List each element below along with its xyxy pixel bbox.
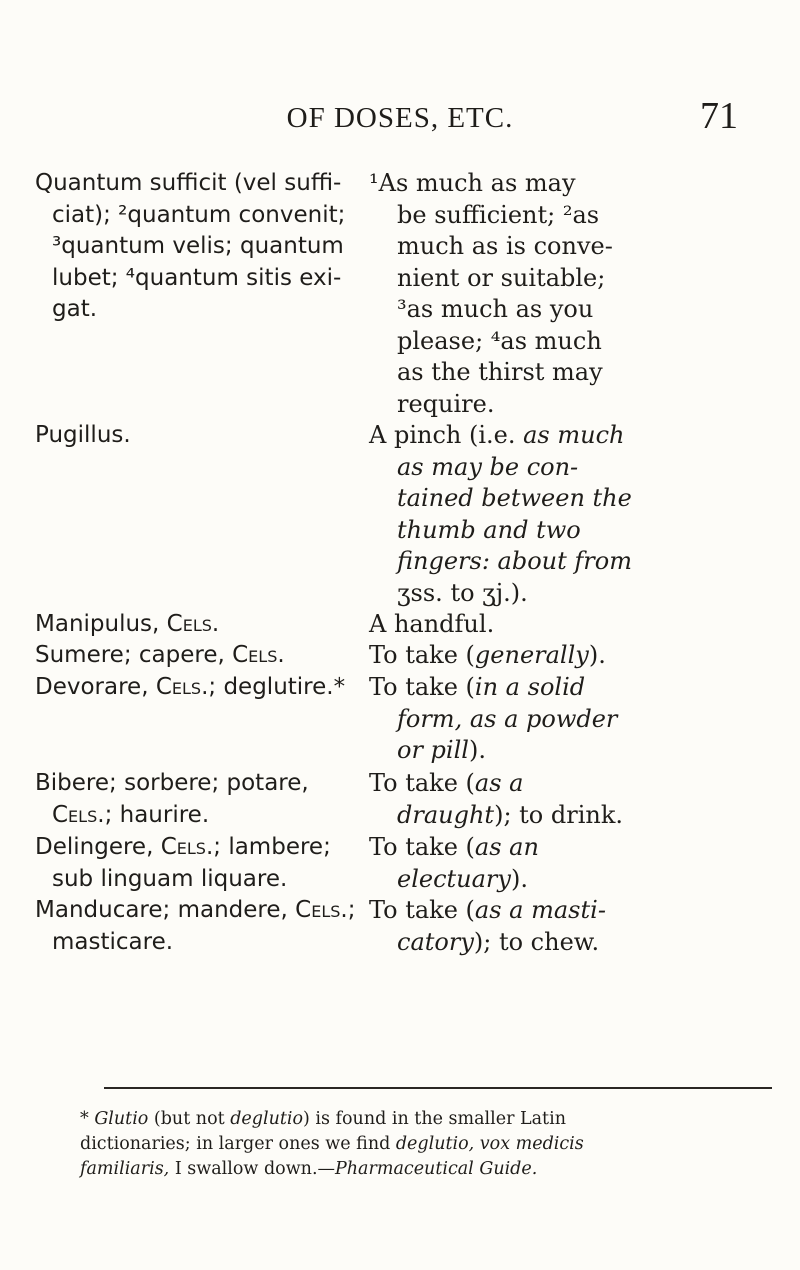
english-text: A pinch (i.e. bbox=[369, 421, 524, 449]
author-abbrev: Cels. bbox=[52, 801, 105, 828]
english-definition bbox=[369, 768, 769, 831]
english-text: To take ( bbox=[369, 641, 475, 669]
english-line bbox=[369, 768, 769, 800]
english-definition bbox=[369, 420, 769, 609]
latin-line bbox=[35, 609, 365, 641]
footnote-text: I swallow down.— bbox=[169, 1159, 336, 1179]
footnote-line bbox=[80, 1132, 780, 1157]
author-abbrev: Cels. bbox=[232, 642, 285, 668]
english-line bbox=[369, 640, 769, 672]
latin-text: ; bbox=[347, 897, 356, 923]
author-abbrev: Cels. bbox=[160, 834, 214, 860]
english-text: To take ( bbox=[369, 833, 475, 861]
latin-line bbox=[35, 672, 365, 704]
english-line: tained between the bbox=[397, 484, 632, 512]
english-line bbox=[369, 832, 769, 864]
english-text: ); to drink. bbox=[494, 800, 624, 829]
english-text: To take ( bbox=[369, 769, 475, 797]
latin-term bbox=[35, 609, 365, 641]
english-line: ¹As much as may bbox=[369, 169, 576, 197]
english-line bbox=[369, 864, 769, 896]
author-abbrev: Cels. bbox=[166, 611, 220, 637]
english-line: ³as much as you bbox=[397, 295, 594, 323]
footnote-italic: deglutio, vox medicis bbox=[395, 1134, 584, 1154]
english-line: be sufficient; ²as bbox=[397, 200, 600, 229]
english-italic: generally bbox=[474, 641, 589, 669]
english-line: A handful. bbox=[369, 610, 495, 638]
english-italic: electuary bbox=[397, 864, 511, 893]
english-line: nient or suitable; bbox=[397, 263, 606, 292]
latin-line bbox=[35, 168, 365, 200]
author-abbrev: Cels. bbox=[155, 674, 209, 700]
latin-term bbox=[35, 420, 365, 452]
english-line: much as is conve- bbox=[397, 232, 613, 260]
latin-text: Manducare; mandere, bbox=[35, 897, 296, 923]
latin-term bbox=[35, 895, 365, 958]
footnote-line bbox=[80, 1157, 780, 1182]
running-head bbox=[0, 92, 800, 142]
english-italic: as a masti- bbox=[474, 896, 606, 924]
footnote-text: ) is found in the smaller Latin bbox=[303, 1109, 566, 1129]
english-text: ). bbox=[588, 641, 606, 669]
latin-line: sub linguam liquare. bbox=[52, 865, 288, 892]
footnote bbox=[80, 1107, 780, 1182]
english-text: ). bbox=[510, 864, 528, 893]
footnote-rule bbox=[104, 1087, 772, 1089]
latin-term bbox=[35, 672, 365, 704]
footnote-italic: deglutio bbox=[230, 1109, 304, 1129]
latin-text: ; haurire. bbox=[104, 801, 210, 828]
english-definition bbox=[369, 640, 769, 672]
english-line bbox=[369, 672, 769, 704]
running-title: OF DOSES, ETC. bbox=[286, 102, 514, 134]
english-italic: as an bbox=[474, 833, 539, 861]
english-line bbox=[369, 927, 769, 959]
latin-text: Delingere, bbox=[35, 834, 161, 860]
latin-line: Bibere; sorbere; potare, bbox=[35, 770, 309, 796]
latin-term bbox=[35, 168, 365, 326]
footnote-line bbox=[80, 1107, 780, 1132]
latin-term bbox=[35, 832, 365, 895]
english-line: as may be con- bbox=[397, 452, 579, 481]
latin-line bbox=[35, 832, 365, 864]
english-line: fingers: about from bbox=[397, 547, 632, 575]
english-definition bbox=[369, 672, 769, 767]
footnote-text: dictionaries; in larger ones we find bbox=[80, 1134, 396, 1154]
footnote-italic: Pharmaceutical Guide. bbox=[335, 1159, 538, 1179]
latin-text: Quantum sufficit (vel suffi- bbox=[35, 170, 342, 196]
author-abbrev: Cels. bbox=[295, 897, 348, 923]
english-line: form, as a powder bbox=[397, 704, 618, 733]
english-line bbox=[369, 735, 769, 767]
english-line: please; ⁴as much bbox=[397, 326, 602, 355]
footnote-italic: Glutio bbox=[94, 1109, 149, 1129]
latin-term bbox=[35, 640, 365, 672]
english-text: ). bbox=[468, 736, 486, 764]
english-italic: draught bbox=[397, 800, 495, 829]
latin-line: gat. bbox=[52, 296, 98, 322]
english-definition bbox=[369, 168, 769, 420]
latin-line: ³quantum velis; quantum bbox=[52, 233, 344, 259]
latin-text: Manipulus, bbox=[35, 611, 167, 637]
latin-text: Devorare, bbox=[35, 674, 156, 700]
english-text: ); to chew. bbox=[473, 927, 600, 956]
english-line: as the thirst may bbox=[397, 358, 603, 386]
latin-line: masticare. bbox=[52, 928, 174, 955]
latin-line: ciat); ²quantum convenit; bbox=[52, 201, 346, 228]
english-line: ʒss. to ʒj.). bbox=[397, 578, 528, 607]
latin-line: lubet; ⁴quantum sitis exi- bbox=[52, 264, 342, 291]
english-italic: or pill bbox=[397, 736, 469, 764]
english-italic: in a solid bbox=[474, 673, 586, 701]
english-line bbox=[369, 420, 769, 452]
english-definition bbox=[369, 895, 769, 958]
page-number: 71 bbox=[700, 95, 738, 137]
english-line bbox=[369, 800, 769, 832]
english-line: thumb and two bbox=[397, 515, 581, 544]
latin-line bbox=[35, 800, 365, 832]
english-text: To take ( bbox=[369, 896, 475, 924]
english-line bbox=[369, 895, 769, 927]
latin-line: Pugillus. bbox=[35, 422, 131, 448]
english-definition bbox=[369, 609, 769, 641]
english-italic: as a bbox=[474, 769, 524, 797]
footnote-marker: * bbox=[80, 1109, 95, 1129]
latin-term bbox=[35, 768, 365, 831]
footnote-italic: familiaris, bbox=[80, 1159, 170, 1179]
latin-line bbox=[35, 895, 365, 927]
english-italic: catory bbox=[397, 927, 474, 956]
latin-text: ; lambere; bbox=[213, 834, 331, 860]
english-text: To take ( bbox=[369, 673, 475, 701]
english-italic: as much bbox=[523, 421, 625, 449]
english-line: require. bbox=[397, 389, 495, 418]
latin-text: ; deglutire.* bbox=[208, 674, 346, 700]
latin-text: Sumere; capere, bbox=[35, 642, 233, 668]
english-definition bbox=[369, 832, 769, 895]
footnote-text: (but not bbox=[148, 1109, 231, 1129]
latin-line bbox=[35, 640, 365, 672]
